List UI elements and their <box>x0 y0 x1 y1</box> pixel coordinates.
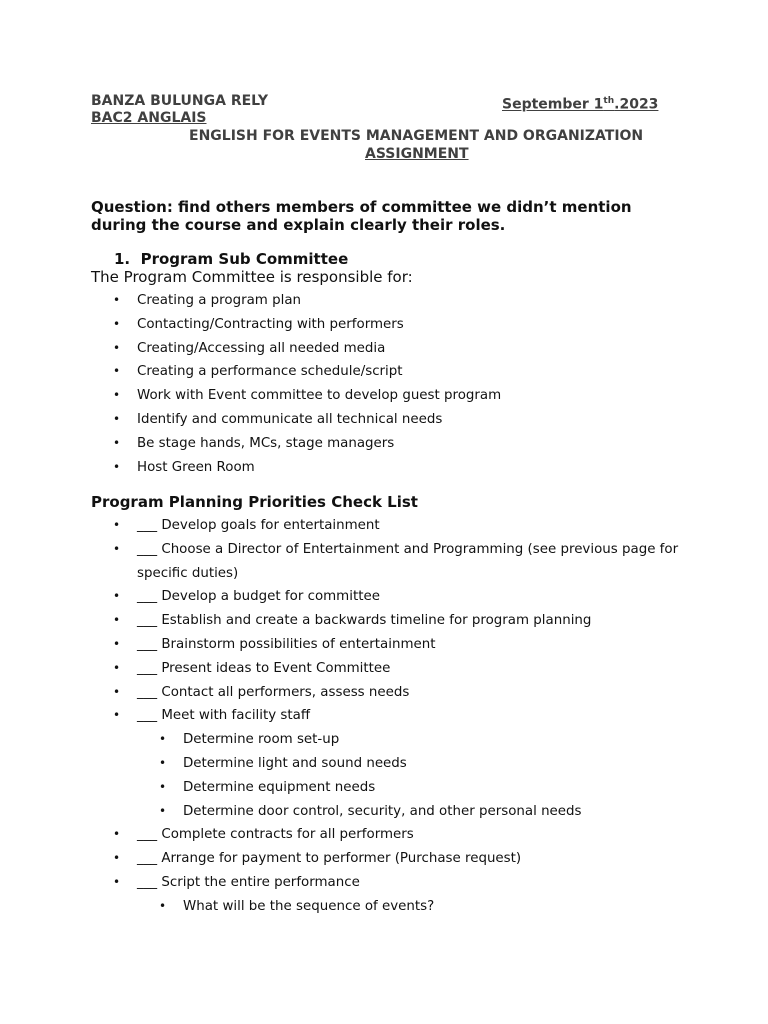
list-item: • Be stage hands, MCs, stage managers <box>91 432 501 456</box>
checklist-item: • ___ Complete contracts for all performers <box>91 823 691 847</box>
document-type: ASSIGNMENT <box>365 146 469 162</box>
list-item: • Contacting/Contracting with performers <box>91 313 501 337</box>
assignment-date <box>502 92 658 114</box>
date-year: .2023 <box>614 96 659 113</box>
checklist-item: • ___ Develop goals for entertainment <box>91 514 691 538</box>
sub-item: • What will be the sequence of events? <box>137 895 691 919</box>
list-item: • Work with Event committee to develop guest program <box>91 384 501 408</box>
checklist-heading: Program Planning Priorities Check List <box>91 493 418 511</box>
checklist-item-text: ___ Script the entire performance <box>137 874 360 890</box>
checklist-item: • ___ Arrange for payment to performer (Purchase request) <box>91 847 691 871</box>
section-title: Program Sub Committee <box>140 250 349 268</box>
checklist-item: • ___ Contact all performers, assess needs <box>91 681 691 705</box>
checklist-item: • ___ Present ideas to Event Committee <box>91 657 691 681</box>
list-item: • Identify and communicate all technical needs <box>91 408 501 432</box>
list-item: • Creating a performance schedule/script <box>91 360 501 384</box>
assignment-question: Question: find others members of committee we didn’t mention during the course and explain clearly their roles. <box>91 198 632 234</box>
author-name: BANZA BULUNGA RELY <box>91 93 269 109</box>
list-item: • Host Green Room <box>91 456 501 480</box>
list-item: • Creating a program plan <box>91 289 501 313</box>
checklist-item: • ___ Establish and create a backwards timeline for program planning <box>91 609 691 633</box>
checklist <box>91 514 691 919</box>
script-sublist <box>137 895 691 919</box>
date-suffix: th <box>603 96 615 106</box>
section-heading <box>114 250 348 268</box>
section-number: 1. <box>114 250 131 268</box>
section-intro: The Program Committee is responsible for: <box>91 268 413 286</box>
sub-item: • Determine door control, security, and other personal needs <box>137 800 691 824</box>
sub-item: • Determine room set-up <box>137 728 691 752</box>
class-name: BAC2 ANGLAIS <box>91 110 207 126</box>
responsibilities-list <box>91 289 501 479</box>
sub-item: • Determine light and sound needs <box>137 752 691 776</box>
sub-item: • Determine equipment needs <box>137 776 691 800</box>
checklist-item-script <box>91 871 691 919</box>
checklist-item-text: ___ Meet with facility staff <box>137 708 311 724</box>
course-title: ENGLISH FOR EVENTS MANAGEMENT AND ORGANIZATION <box>189 128 644 144</box>
date-main: September 1 <box>502 96 604 113</box>
checklist-item: • ___ Develop a budget for committee <box>91 585 691 609</box>
list-item: • Creating/Accessing all needed media <box>91 337 501 361</box>
checklist-item: • ___ Brainstorm possibilities of entertainment <box>91 633 691 657</box>
facility-sublist <box>137 728 691 823</box>
checklist-item-facility <box>91 704 691 823</box>
checklist-item: • ___ Choose a Director of Entertainment and Programming (see previous page for specific duties) <box>91 538 691 586</box>
